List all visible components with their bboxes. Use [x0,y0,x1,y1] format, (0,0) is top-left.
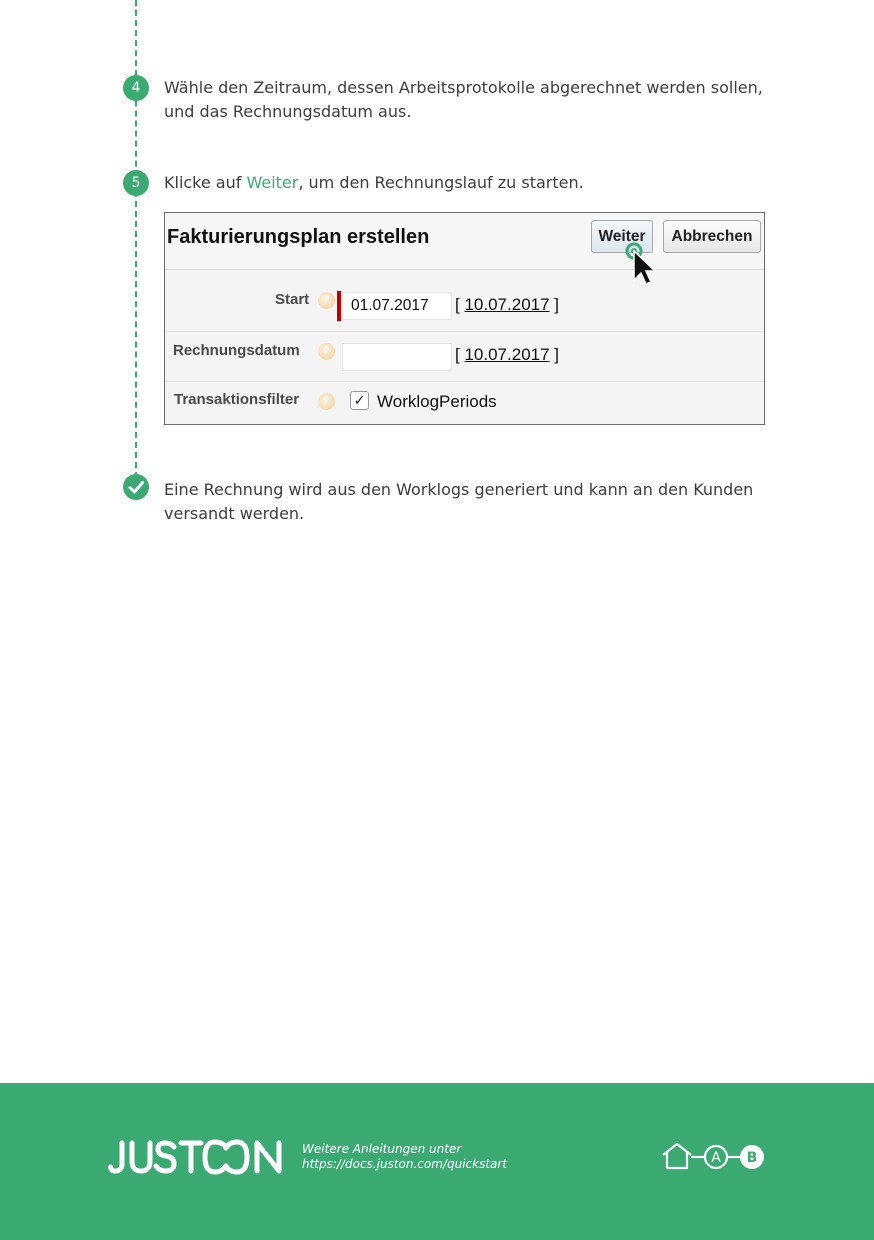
footer [0,1083,874,1240]
step-5-text-after: , um den Rechnungslauf zu starten. [298,173,584,192]
transaktionsfilter-label: Transaktionsfilter [174,391,300,408]
checkmark-icon [123,474,149,500]
bracket-open: [ [455,295,460,314]
billing-plan-dialog [164,212,765,425]
required-indicator [337,291,341,321]
bracket-open: [ [455,345,460,364]
start-date-link[interactable]: 10.07.2017 [464,295,550,314]
start-date-input[interactable]: 01.07.2017 [342,292,452,320]
step-5-text-before: Klicke auf [164,173,247,192]
emblem-letter-a: A [711,1150,721,1166]
footer-text [302,1142,507,1172]
start-label: Start [275,291,310,308]
rechnungsdatum-label: Rechnungsdatum [173,342,300,359]
home-icon [663,1144,691,1168]
logo-text: JUSTON [108,1124,169,1143]
mouse-cursor-icon [624,242,658,286]
step-4-line-2: und das Rechnungsdatum aus. [164,102,412,121]
dialog-header [165,213,764,270]
bracket-close: ] [554,295,560,314]
weiter-link[interactable]: Weiter [246,173,299,192]
result-line-2: versandt werden. [164,504,305,523]
step-4-badge: 4 [123,75,149,101]
step-5-badge: 5 [123,170,149,196]
worklogperiods-checkbox[interactable]: ✓ [350,391,369,410]
step-4-text [164,76,764,124]
juston-logo [108,1124,286,1175]
rechnungsdatum-input[interactable] [342,343,452,371]
footer-text-line-2[interactable]: https://docs.juston.com/quickstart [302,1157,508,1171]
bracket-close: ] [554,345,560,364]
help-icon[interactable]: ? [318,292,335,309]
timeline-dashed-line [135,0,137,478]
rechnungsdatum-row [165,332,764,382]
result-text [164,478,764,526]
result-line-1: Eine Rechnung wird aus den Worklogs generiert und kann an den Kunden [164,480,754,499]
transaktionsfilter-row [165,382,764,424]
step-5-text [164,171,764,195]
start-default-date [455,295,559,315]
help-icon[interactable]: ? [318,343,335,360]
weiter-button[interactable]: Weiter [591,220,653,253]
abbrechen-button[interactable]: Abbrechen [663,220,761,253]
start-row [165,271,764,332]
footer-text-line-1: Weitere Anleitungen unter [302,1142,462,1156]
home-a-b-emblem [660,1141,768,1171]
emblem-letter-b: B [746,1150,758,1166]
step-4-line-1: Wähle den Zeitraum, dessen Arbeitsprotokolle abgerechnet werden sollen, [164,78,763,97]
rechnungsdatum-default-date [455,345,559,365]
dialog-title: Fakturierungsplan erstellen [167,226,430,248]
help-icon[interactable]: ? [318,393,335,410]
rechnungsdatum-date-link[interactable]: 10.07.2017 [464,345,550,364]
worklogperiods-label[interactable]: WorklogPeriods [377,392,497,411]
